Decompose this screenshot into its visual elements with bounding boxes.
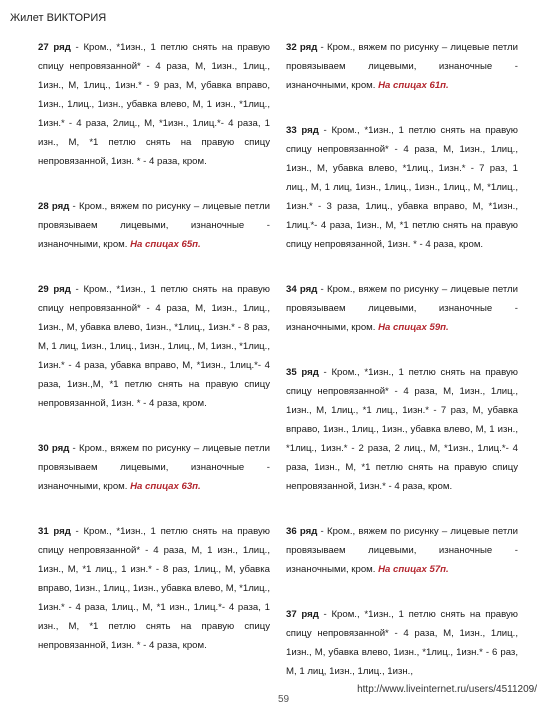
row-instruction: [286, 280, 518, 337]
row-number: 27 ряд: [38, 42, 71, 53]
stitch-count-note: На спицах 63п.: [130, 481, 201, 492]
row-number: 36 ряд: [286, 526, 318, 537]
row-text: - Кром., *1изн., 1 петлю снять на правую спицу непровязанной* - 4 раза, М, 1изн., 1лиц., 1изн., М, 1лиц., 1изн.* - 9 раз, М, убавка вправо, 1изн., 1лиц., 1изн., убавка влево, М, 1 изн., *1лиц., 1изн.* - 4 раза, 2лиц., М, *1изн., 1лиц.*- 4 раза, 1 изн., М, *1 петлю снять на правую спицу непровязанной, 1изн. * - 4 раза, кром.: [38, 42, 270, 167]
stitch-count-note: На спицах 61п.: [378, 80, 449, 91]
row-text: - Кром., вяжем по рисунку – лицевые петли провязываем лицевыми, изнаночные - изнаночными, кром.: [286, 284, 518, 333]
stitch-count-note: На спицах 57п.: [378, 564, 449, 575]
row-text: - Кром., *1изн., 1 петлю снять на правую спицу непровязанной* - 4 раза, М, 1 изн., 1лиц., 1изн., М, *1 лиц., 1 изн.* - 8 раз, 1лиц., М, убавка вправо, 1изн., 1лиц., 1изн., убавка влево, М, *1лиц., 1изн.* - 4 раза, 1лиц., М, *1 изн., 1лиц.*- 4 раза, 1 изн., М, *1 петлю снять на правую спицу непровязанной, 1изн. * - 4 раза, кром.: [38, 526, 270, 651]
row-number: 28 ряд: [38, 201, 70, 212]
row-instruction: [38, 197, 270, 254]
stitch-count-note: На спицах 65п.: [130, 239, 201, 250]
document-header: Жилет ВИКТОРИЯ: [10, 12, 107, 24]
row-instruction: [286, 38, 518, 95]
row-instruction: [286, 605, 518, 681]
row-number: 30 ряд: [38, 443, 70, 454]
row-number: 33 ряд: [286, 125, 319, 136]
row-number: 32 ряд: [286, 42, 318, 53]
row-text: - Кром., вяжем по рисунку – лицевые петли провязываем лицевыми, изнаночные - изнаночными, кром.: [38, 443, 270, 492]
row-instruction: [38, 522, 270, 655]
row-instruction: [38, 439, 270, 496]
row-text: - Кром., вяжем по рисунку – лицевые петли провязываем лицевыми, изнаночные - изнаночными, кром.: [38, 201, 270, 250]
page-number: 59: [278, 694, 290, 705]
stitch-count-note: На спицах 59п.: [378, 322, 449, 333]
row-text: - Кром., *1изн., 1 петлю снять на правую спицу непровязанной* - 4 раза, М, 1изн., 1лиц., 1изн., М, убавка влево, 1изн., *1лиц., 1изн.* - 6 раз, М, 1 лиц, 1изн., 1лиц., 1изн.,: [286, 609, 518, 677]
row-number: 34 ряд: [286, 284, 318, 295]
row-text: - Кром., *1изн., 1 петлю снять на правую спицу непровязанной* - 4 раза, М, 1изн., 1лиц., 1изн., М, убавка влево, *1лиц., 1изн.* - 7 раз, 1 лиц., М, 1 лиц, 1изн., 1лиц., 1изн., 1лиц., М, *1лиц., 1изн.* - 3 раза, 1лиц., убавка вправо, М, *1изн., 1лиц.*- 4 раза, 1изн., М, *1 петлю снять на правую спицу непровязанной, 1изн. * - 4 раза, кром.: [286, 125, 518, 250]
row-text: - Кром., *1изн., 1 петлю снять на правую спицу непровязанной* - 4 раза, М, 1изн., 1лиц., 1изн., М, 1лиц., *1 лиц., 1изн.* - 7 раз, М, убавка вправо, 1изн., 1лиц., 1изн., убавка влево, М, 1 изн., *1лиц., 1изн.* - 2 раза, 2 лиц., М, *1изн., 1лиц.*- 4 раза, 1изн., М, *1 петлю снять на правую спицу непровязанной, 1изн.* - 4 раза, кром.: [286, 367, 518, 492]
row-instruction: [286, 363, 518, 496]
row-text: - Кром., *1изн., 1 петлю снять на правую спицу непровязанной* - 4 раза, М, 1изн., 1лиц., 1изн., М, убавка влево, 1изн., *1лиц., 1изн.* - 8 раз, М, 1 лиц, 1изн., 1лиц., 1изн., 1лиц., М, 1изн., *1лиц., 1изн.* - 4 раза, убавка вправо, М, *1изн., 1лиц.*- 4 раза, 1изн.,М, *1 петлю снять на правую спицу непровязанной, 1изн. * - 4 раза, кром.: [38, 284, 271, 409]
source-watermark: http://www.liveinternet.ru/users/4511209/: [357, 684, 537, 695]
row-text: - Кром., вяжем по рисунку – лицевые петли провязываем лицевыми, изнаночные - изнаночными, кром.: [286, 526, 518, 575]
right-column: [286, 38, 518, 707]
row-number: 37 ряд: [286, 609, 319, 620]
row-text: - Кром., вяжем по рисунку – лицевые петли провязываем лицевыми, изнаночные - изнаночными, кром.: [286, 42, 518, 91]
row-instruction: [286, 522, 518, 579]
row-instruction: [286, 121, 518, 254]
row-instruction: [38, 38, 270, 171]
row-number: 35 ряд: [286, 367, 319, 378]
row-number: 31 ряд: [38, 526, 71, 537]
row-instruction: [38, 280, 270, 413]
row-number: 29 ряд: [38, 284, 71, 295]
left-column: [38, 38, 270, 681]
